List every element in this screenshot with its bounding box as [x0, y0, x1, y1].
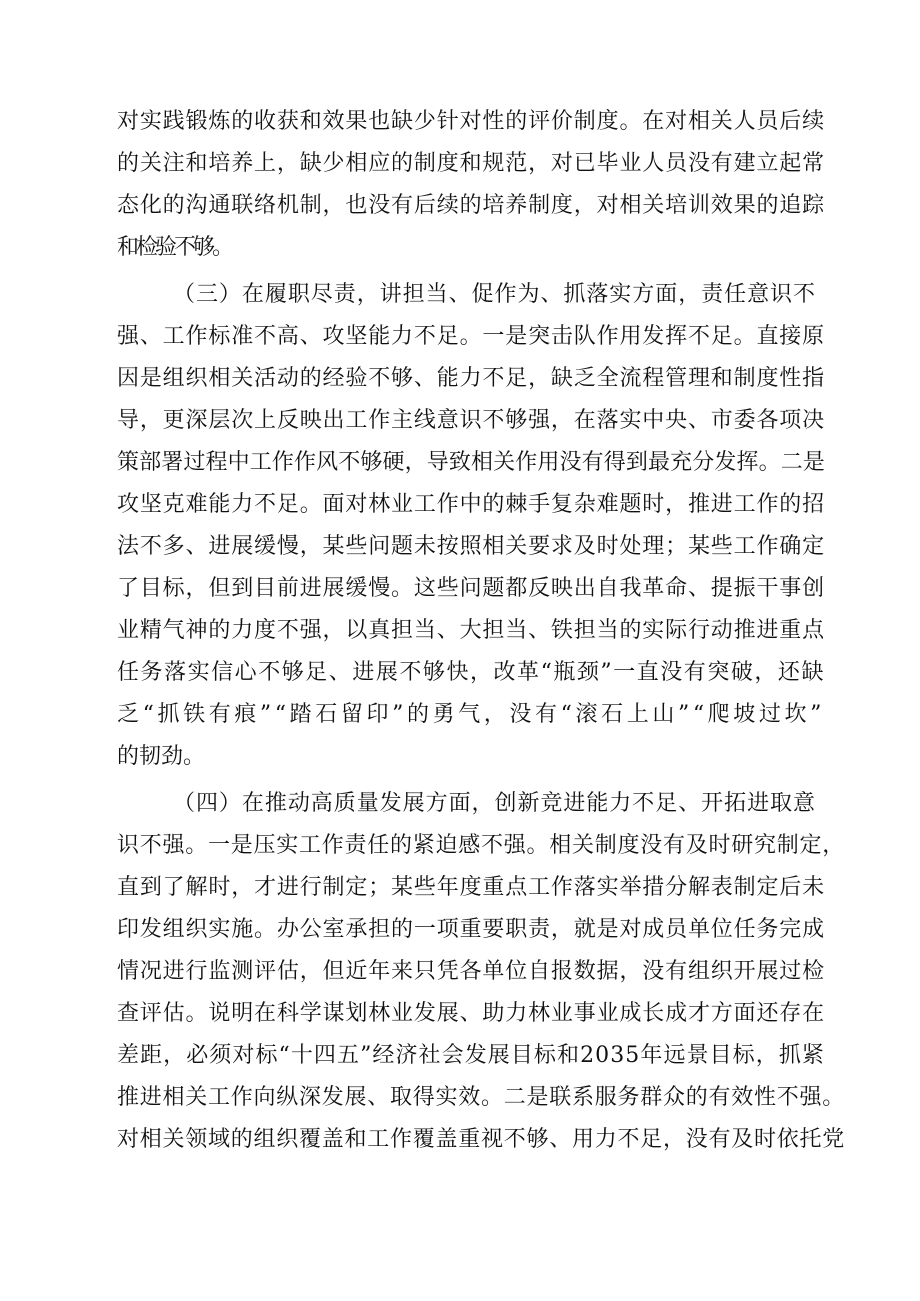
text-line: 的韧劲。: [117, 744, 205, 769]
text-line: 业精气神的力度不强，以真担当、大担当、铁担当的实际行动推进重点: [117, 618, 825, 643]
text-line: 情况进行监测评估，但近年来只凭各单位自报数据，没有组织开展过检: [117, 959, 825, 984]
text-line: 法不多、进展缓慢，某些问题未按照相关要求及时处理；某些工作确定: [117, 534, 825, 559]
text-line: 态化的沟通联络机制，也没有后续的培养制度，对相关培训效果的追踪: [117, 193, 825, 218]
text-line: 乏“抓铁有痕”“踏石留印”的勇气，没有“滚石上山”“爬坡过坎”: [117, 702, 825, 727]
text-line: （四）在推动高质量发展方面，创新竞进能力不足、开拓进取意: [173, 791, 816, 816]
text-line: 攻坚克难能力不足。面对林业工作中的棘手复杂难题时，推进工作的招: [117, 492, 825, 517]
text-line: 导，更深层次上反映出工作主线意识不够强，在落实中央、市委各项决: [117, 408, 825, 433]
text-line: 印发组织实施。办公室承担的一项重要职责，就是对成员单位任务完成: [117, 917, 825, 942]
text-line: 差距，必须对标“十四五”经济社会发展目标和2035年远景目标，抓紧: [117, 1043, 825, 1068]
text-line: 直到了解时，才进行制定；某些年度重点工作落实举措分解表制定后未: [117, 875, 825, 900]
text-line: 因是组织相关活动的经验不够、能力不足，缺乏全流程管理和制度性指: [117, 366, 825, 391]
text-line: 强、工作标准不高、攻坚能力不足。一是突击队作用发挥不足。直接原: [117, 324, 825, 349]
text-line: 了目标，但到目前进展缓慢。这些问题都反映出自我革命、提振干事创: [117, 576, 825, 601]
text-line: 查评估。说明在科学谋划林业发展、助力林业事业成长成才方面还存在: [117, 1001, 825, 1026]
text-line: 对实践锻炼的收获和效果也缺少针对性的评价制度。在对相关人员后续: [117, 109, 825, 134]
text-line: 识不强。一是压实工作责任的紧迫感不强。相关制度没有及时研究制定，: [117, 833, 845, 858]
text-line: 策部署过程中工作作风不够硬，导致相关作用没有得到最充分发挥。二是: [117, 450, 825, 475]
text-line: 和检验不够。: [117, 235, 232, 260]
text-line: 任务落实信心不够足、进展不够快，改革“瓶颈”一直没有突破，还缺: [117, 660, 825, 685]
text-line: （三）在履职尽责，讲担当、促作为、抓落实方面，责任意识不: [173, 282, 816, 307]
text-line: 推进相关工作向纵深发展、取得实效。二是联系服务群众的有效性不强。: [117, 1085, 845, 1110]
text-line: 对相关领域的组织覆盖和工作覆盖重视不够、用力不足，没有及时依托党: [117, 1127, 845, 1152]
text-line: 的关注和培养上，缺少相应的制度和规范，对已毕业人员没有建立起常: [117, 151, 825, 176]
